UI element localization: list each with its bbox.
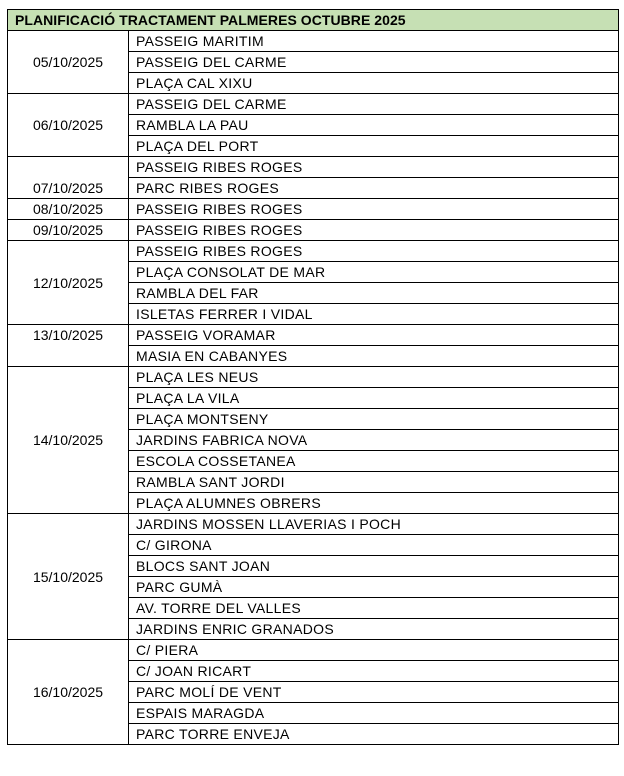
location-cell[interactable]: PASSEIG RIBES ROGES — [129, 220, 619, 241]
table-row — [8, 367, 619, 388]
location-cell[interactable]: ISLETAS FERRER I VIDAL — [129, 304, 619, 325]
location-cell[interactable]: PARC MOLÍ DE VENT — [129, 682, 619, 703]
date-cell[interactable]: 13/10/2025 — [8, 325, 129, 367]
table-row — [8, 220, 619, 241]
location-cell[interactable]: RAMBLA LA PAU — [129, 115, 619, 136]
date-cell[interactable]: 09/10/2025 — [8, 220, 129, 241]
location-cell[interactable]: ESPAIS MARAGDA — [129, 703, 619, 724]
location-cell[interactable]: JARDINS FABRICA NOVA — [129, 430, 619, 451]
location-cell[interactable]: PASSEIG RIBES ROGES — [129, 199, 619, 220]
location-cell[interactable]: JARDINS MOSSEN LLAVERIAS I POCH — [129, 514, 619, 535]
location-cell[interactable]: PLAÇA CONSOLAT DE MAR — [129, 262, 619, 283]
location-cell[interactable]: C/ GIRONA — [129, 535, 619, 556]
table-row — [8, 325, 619, 346]
date-cell[interactable]: 08/10/2025 — [8, 199, 129, 220]
location-cell[interactable]: PLAÇA LA VILA — [129, 388, 619, 409]
location-cell[interactable]: C/ JOAN RICART — [129, 661, 619, 682]
location-cell[interactable]: PASSEIG RIBES ROGES — [129, 157, 619, 178]
table-row — [8, 157, 619, 178]
location-cell[interactable]: PASSEIG MARITIM — [129, 31, 619, 52]
location-cell[interactable]: RAMBLA DEL FAR — [129, 283, 619, 304]
date-cell[interactable]: 07/10/2025 — [8, 157, 129, 199]
table-row — [8, 94, 619, 115]
location-cell[interactable]: AV. TORRE DEL VALLES — [129, 598, 619, 619]
location-cell[interactable]: ESCOLA COSSETANEA — [129, 451, 619, 472]
location-cell[interactable]: PASSEIG VORAMAR — [129, 325, 619, 346]
table-row — [8, 199, 619, 220]
location-cell[interactable]: PLAÇA DEL PORT — [129, 136, 619, 157]
location-cell[interactable]: PASSEIG DEL CARME — [129, 94, 619, 115]
table-row — [8, 640, 619, 661]
table-row — [8, 241, 619, 262]
location-cell[interactable]: PASSEIG DEL CARME — [129, 52, 619, 73]
date-cell[interactable]: 16/10/2025 — [8, 640, 129, 745]
location-cell[interactable]: PLAÇA LES NEUS — [129, 367, 619, 388]
schedule-table — [7, 9, 619, 745]
location-cell[interactable]: MASIA EN CABANYES — [129, 346, 619, 367]
date-cell[interactable]: 12/10/2025 — [8, 241, 129, 325]
location-cell[interactable]: PARC RIBES ROGES — [129, 178, 619, 199]
location-cell[interactable]: RAMBLA SANT JORDI — [129, 472, 619, 493]
date-cell[interactable]: 15/10/2025 — [8, 514, 129, 640]
location-cell[interactable]: PLAÇA CAL XIXU — [129, 73, 619, 94]
date-cell[interactable]: 14/10/2025 — [8, 367, 129, 514]
table-title[interactable]: PLANIFICACIÓ TRACTAMENT PALMERES OCTUBRE 2025 — [8, 10, 619, 31]
location-cell[interactable]: PLAÇA MONTSENY — [129, 409, 619, 430]
location-cell[interactable]: PARC TORRE ENVEJA — [129, 724, 619, 745]
date-cell[interactable]: 05/10/2025 — [8, 31, 129, 94]
location-cell[interactable]: JARDINS ENRIC GRANADOS — [129, 619, 619, 640]
location-cell[interactable]: BLOCS SANT JOAN — [129, 556, 619, 577]
location-cell[interactable]: PASSEIG RIBES ROGES — [129, 241, 619, 262]
table-row — [8, 31, 619, 52]
location-cell[interactable]: C/ PIERA — [129, 640, 619, 661]
location-cell[interactable]: PLAÇA ALUMNES OBRERS — [129, 493, 619, 514]
header-row — [8, 10, 619, 31]
date-cell[interactable]: 06/10/2025 — [8, 94, 129, 157]
table-row — [8, 514, 619, 535]
location-cell[interactable]: PARC GUMÀ — [129, 577, 619, 598]
